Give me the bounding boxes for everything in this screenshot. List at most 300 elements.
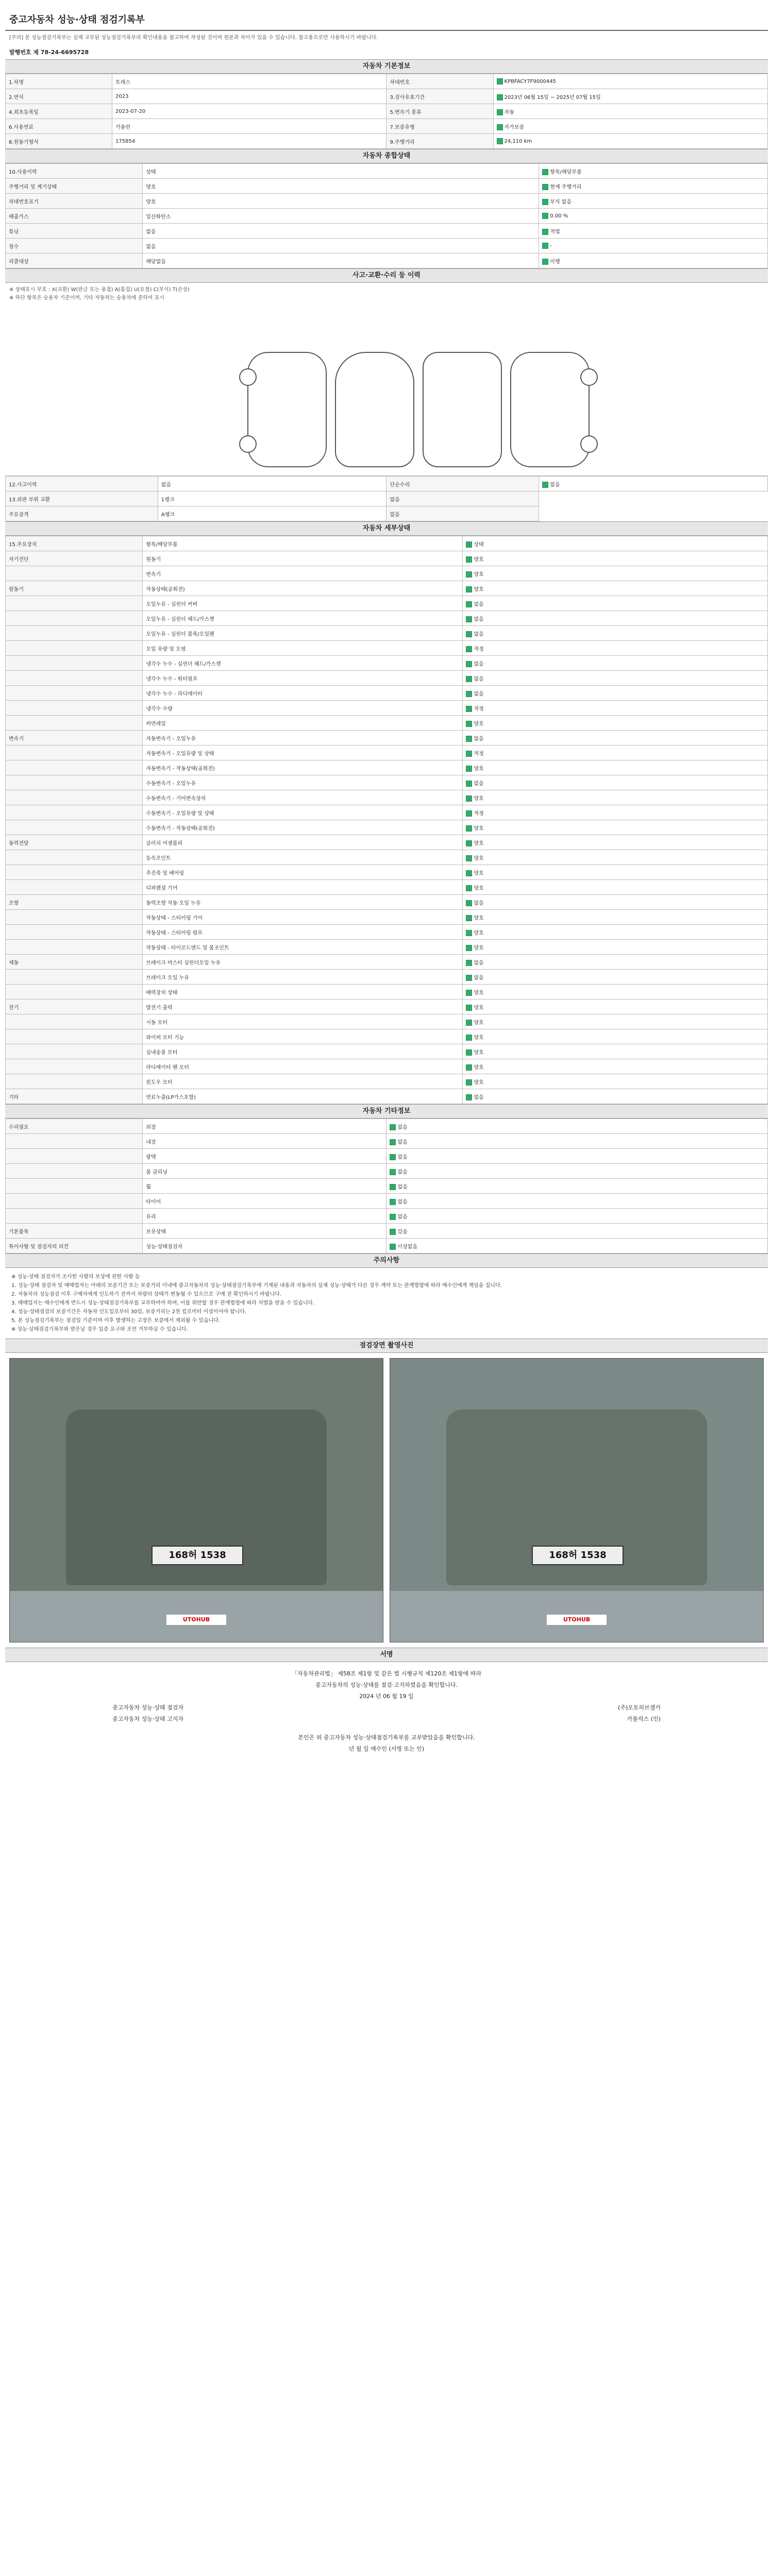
device-state bbox=[463, 611, 768, 626]
table-row bbox=[6, 1074, 768, 1089]
cell-text: 4.최초등록일 bbox=[9, 109, 39, 115]
note-item: 1. 성능·상태 점검자 및 매매업자는 아래의 보증기간 또는 보증거리 이내에 중고자동차의 성능·상태점검기록부에 기재된 내용과 자동차의 실제 성능·상태가 다른 경우 계약 또는 관계법령에 따라 매수인에게 책임을 집니다. bbox=[11, 1283, 502, 1289]
table-row bbox=[6, 1089, 768, 1104]
cell-text: 없음 bbox=[474, 781, 484, 787]
table-row bbox=[6, 194, 768, 209]
table-row bbox=[6, 745, 768, 760]
etc-group bbox=[6, 1224, 143, 1239]
table-row bbox=[6, 104, 768, 119]
table-row bbox=[6, 790, 768, 805]
device-item bbox=[143, 925, 463, 940]
item-part bbox=[539, 253, 768, 268]
etc-state bbox=[386, 1239, 768, 1253]
table-row bbox=[6, 775, 768, 790]
etc-state bbox=[386, 1164, 768, 1179]
cell-text: 양호 bbox=[474, 556, 484, 563]
etc-group bbox=[6, 1119, 143, 1134]
table-row bbox=[6, 506, 768, 521]
device-item bbox=[143, 671, 463, 686]
car-diagram bbox=[5, 306, 768, 476]
item-label bbox=[6, 253, 143, 268]
item-part bbox=[539, 194, 768, 209]
item-label bbox=[6, 164, 143, 179]
table-row bbox=[6, 731, 768, 745]
item-part bbox=[539, 239, 768, 253]
device-state bbox=[463, 760, 768, 775]
table-row bbox=[6, 164, 768, 179]
cell-text: 양호 bbox=[474, 915, 484, 921]
cell-text: 2023-07-20 bbox=[115, 108, 146, 114]
cell-text: 변속기 bbox=[146, 571, 161, 578]
cell-text: 없음 bbox=[550, 482, 560, 488]
cell-text: 기본품목 bbox=[9, 1229, 29, 1235]
cell-text: 클러치 어셈블리 bbox=[146, 840, 183, 846]
checkbox-icon bbox=[390, 1124, 396, 1130]
damage-label bbox=[386, 477, 539, 492]
seller-row bbox=[9, 1714, 764, 1725]
device-group bbox=[6, 1029, 143, 1044]
cell-text: 있음 bbox=[397, 1229, 408, 1235]
cell-text: 6.사용연료 bbox=[9, 124, 34, 130]
overall-table bbox=[5, 163, 768, 268]
cell-text: 변속기 bbox=[9, 736, 24, 742]
checkbox-icon bbox=[390, 1184, 396, 1190]
cell-text: 자기진단 bbox=[9, 556, 29, 563]
cell-text: 8.원동기형식 bbox=[9, 139, 39, 145]
device-item bbox=[143, 686, 463, 701]
checkbox-icon bbox=[466, 661, 472, 667]
etc-item bbox=[143, 1164, 386, 1179]
cell-text: 내장 bbox=[146, 1139, 156, 1145]
table-row bbox=[6, 895, 768, 910]
device-item bbox=[143, 940, 463, 955]
device-group bbox=[6, 731, 143, 745]
device-item bbox=[143, 895, 463, 910]
cell-text: 냉각수 누수 - 실린더 헤드/가스켓 bbox=[146, 661, 221, 667]
table-row bbox=[6, 1014, 768, 1029]
table-row bbox=[6, 1209, 768, 1224]
table-row bbox=[6, 551, 768, 566]
cell-text: 15.주요장치 bbox=[9, 541, 37, 548]
field-value bbox=[112, 134, 386, 149]
title-bar bbox=[5, 0, 768, 31]
checkbox-icon bbox=[390, 1139, 396, 1145]
device-group bbox=[6, 895, 143, 910]
damage-value bbox=[158, 477, 386, 492]
etc-group bbox=[6, 1179, 143, 1194]
cell-text: 오일누유 - 실린더 헤드/가스켓 bbox=[146, 616, 214, 622]
cell-text: 룸 클리닝 bbox=[146, 1169, 168, 1175]
item-state bbox=[143, 239, 539, 253]
cell-text: 10.사용이력 bbox=[9, 169, 37, 175]
device-state bbox=[463, 775, 768, 790]
rear-photo bbox=[390, 1358, 764, 1642]
wheel-icon bbox=[239, 435, 257, 453]
device-item bbox=[143, 656, 463, 671]
device-state bbox=[463, 805, 768, 820]
checkbox-icon bbox=[542, 184, 548, 190]
car-bottom bbox=[423, 352, 502, 467]
device-group bbox=[6, 999, 143, 1014]
device-group bbox=[6, 805, 143, 820]
cell-text: 냉각수 수량 bbox=[146, 706, 173, 712]
item-label bbox=[6, 209, 143, 224]
cell-text: 동력전달 bbox=[9, 840, 29, 846]
damage-value bbox=[158, 492, 386, 506]
device-item bbox=[143, 1059, 463, 1074]
cell-text: 현재 주행거리 bbox=[550, 184, 582, 190]
item-state bbox=[143, 224, 539, 239]
device-group bbox=[6, 656, 143, 671]
cell-text: 양호 bbox=[474, 1020, 484, 1026]
item-state bbox=[143, 209, 539, 224]
cell-text: 적정 bbox=[474, 706, 484, 712]
cell-text: 수동변속기 - 작동상태(공회전) bbox=[146, 825, 215, 832]
etc-item bbox=[143, 1134, 386, 1149]
device-state bbox=[463, 880, 768, 895]
table-row bbox=[6, 1149, 768, 1164]
brand-mark-rear: UTOHUB bbox=[547, 1615, 607, 1625]
etc-state bbox=[386, 1119, 768, 1134]
table-row bbox=[6, 89, 768, 104]
table-row bbox=[6, 134, 768, 149]
cell-text: 적정 bbox=[474, 646, 484, 652]
device-group bbox=[6, 1044, 143, 1059]
device-state bbox=[463, 985, 768, 999]
device-item bbox=[143, 880, 463, 895]
etc-group bbox=[6, 1239, 143, 1253]
table-row bbox=[6, 536, 768, 551]
table-row bbox=[6, 596, 768, 611]
car-side-left bbox=[247, 352, 327, 467]
table-row bbox=[6, 1134, 768, 1149]
cell-text: 양호 bbox=[474, 1005, 484, 1011]
device-group bbox=[6, 701, 143, 716]
table-row bbox=[6, 611, 768, 626]
cell-text: 등속조인트 bbox=[146, 855, 171, 861]
device-state bbox=[463, 686, 768, 701]
checkbox-icon bbox=[466, 960, 472, 966]
checkbox-icon bbox=[466, 975, 472, 981]
cell-text: 수동변속기 - 오일유량 및 상태 bbox=[146, 810, 214, 817]
device-group bbox=[6, 551, 143, 566]
cell-text: 튜닝 bbox=[9, 229, 19, 235]
cell-text: 양호 bbox=[474, 586, 484, 592]
field-value bbox=[112, 104, 386, 119]
photo-row bbox=[5, 1353, 768, 1648]
cell-text: 없음 bbox=[474, 960, 484, 966]
checkbox-icon bbox=[466, 1064, 472, 1071]
etc-item bbox=[143, 1179, 386, 1194]
cell-text: 양호 bbox=[146, 184, 156, 190]
document-number: 발행번호 제 78-24-6695728 bbox=[9, 49, 89, 56]
cell-text: 작동상태 - 스티어링 기어 bbox=[146, 915, 203, 921]
cell-text: 양호 bbox=[474, 855, 484, 861]
legend-line-2: ※ 하단 항목은 승용차 기준이며, 기타 자동차는 승용차에 준하여 표시 bbox=[9, 295, 164, 301]
device-item bbox=[143, 566, 463, 581]
cell-text: 없음 bbox=[397, 1214, 408, 1220]
device-state bbox=[463, 641, 768, 656]
checkbox-icon bbox=[466, 571, 472, 578]
device-group bbox=[6, 970, 143, 985]
checkbox-icon bbox=[390, 1199, 396, 1205]
field-value bbox=[112, 119, 386, 134]
item-state bbox=[143, 179, 539, 194]
checkbox-icon bbox=[466, 676, 472, 682]
device-item bbox=[143, 850, 463, 865]
cell-text: 광택 bbox=[146, 1154, 156, 1160]
checkbox-icon bbox=[466, 885, 472, 891]
cell-text: 침수 bbox=[9, 244, 19, 250]
cell-text: 양호 bbox=[474, 1064, 484, 1071]
device-item bbox=[143, 1074, 463, 1089]
cell-text: 없음 bbox=[390, 497, 400, 503]
table-row bbox=[6, 119, 768, 134]
checkbox-icon bbox=[466, 721, 472, 727]
cell-text: 없음 bbox=[474, 736, 484, 742]
section-etc: 자동차 기타정보 bbox=[5, 1104, 768, 1118]
field-value bbox=[493, 74, 767, 89]
cell-text: A랭크 bbox=[161, 512, 175, 518]
checkbox-icon bbox=[466, 556, 472, 563]
note-item: 5. 본 성능점검기록부는 점검일 기준이며 이후 발생하는 고장은 보증에서 제외될 수 있습니다. bbox=[11, 1318, 221, 1324]
damage-label bbox=[6, 492, 158, 506]
device-item bbox=[143, 716, 463, 731]
item-part bbox=[539, 164, 768, 179]
device-state bbox=[463, 940, 768, 955]
sign-date: 2024 년 06 월 19 일 bbox=[359, 1693, 414, 1700]
cell-text: 배력장치 상태 bbox=[146, 990, 178, 996]
cell-text: 1.차명 bbox=[9, 79, 24, 86]
device-item bbox=[143, 760, 463, 775]
damage-legend bbox=[5, 283, 768, 306]
device-state bbox=[463, 626, 768, 641]
device-state bbox=[463, 671, 768, 686]
device-group bbox=[6, 626, 143, 641]
device-group bbox=[6, 611, 143, 626]
cell-text: 브레이크 마스터 실린더오일 누유 bbox=[146, 960, 221, 966]
seller-name: 카톨릭스 (인) bbox=[627, 1716, 661, 1722]
item-label bbox=[6, 179, 143, 194]
checkbox-icon bbox=[466, 945, 472, 951]
etc-item bbox=[143, 1194, 386, 1209]
device-item bbox=[143, 955, 463, 970]
field-label bbox=[386, 119, 493, 134]
damage-table bbox=[5, 476, 768, 521]
checkbox-icon bbox=[466, 1005, 472, 1011]
cell-text: 가솔린 bbox=[115, 124, 131, 130]
front-photo bbox=[9, 1358, 383, 1642]
cell-text: 추진축 및 베어링 bbox=[146, 870, 184, 876]
cell-text: 없음 bbox=[474, 691, 484, 697]
cell-text: 양호 bbox=[474, 870, 484, 876]
cell-text: 양호 bbox=[474, 825, 484, 832]
cell-text: 타이어 bbox=[146, 1199, 161, 1205]
cell-text: 없음 bbox=[397, 1139, 408, 1145]
device-group bbox=[6, 790, 143, 805]
cell-text: 주요골격 bbox=[9, 512, 29, 518]
item-part bbox=[539, 224, 768, 239]
table-row bbox=[6, 477, 768, 492]
device-group bbox=[6, 820, 143, 835]
cell-text: 보유상태 bbox=[146, 1229, 166, 1235]
table-row bbox=[6, 1059, 768, 1074]
device-state bbox=[463, 581, 768, 596]
cell-text: 특이사항 및 점검자의 의견 bbox=[9, 1244, 69, 1250]
etc-state bbox=[386, 1194, 768, 1209]
section-sign: 서명 bbox=[5, 1648, 768, 1662]
damage-label bbox=[386, 492, 539, 506]
table-row bbox=[6, 940, 768, 955]
device-state bbox=[463, 835, 768, 850]
cell-text: 냉각수 누수 - 라디에이터 bbox=[146, 691, 203, 697]
cell-text: 자가보증 bbox=[504, 124, 525, 130]
cell-text: 적정 bbox=[474, 810, 484, 817]
cell-text: 양호 bbox=[474, 1035, 484, 1041]
device-state bbox=[463, 925, 768, 940]
device-item bbox=[143, 1029, 463, 1044]
table-row bbox=[6, 985, 768, 999]
device-item bbox=[143, 835, 463, 850]
device-item bbox=[143, 581, 463, 596]
note-item: 2. 자동차의 성능점검 이후 구매자에게 인도하기 전까지 차량의 상태가 변동될 수 있으므로 구매 전 확인하시기 바랍니다. bbox=[11, 1292, 282, 1297]
cell-text: 없음 bbox=[397, 1184, 408, 1190]
checkbox-icon bbox=[466, 766, 472, 772]
cell-text: 배출가스 bbox=[9, 214, 29, 220]
cell-text: 양호 bbox=[474, 795, 484, 802]
table-row bbox=[6, 626, 768, 641]
table-row bbox=[6, 671, 768, 686]
table-row bbox=[6, 835, 768, 850]
cell-text: 13.외판 부위 교환 bbox=[9, 497, 51, 503]
cell-text: 조향 bbox=[9, 900, 19, 906]
cell-text: 동력조향 작동 오일 누유 bbox=[146, 900, 201, 906]
item-label bbox=[6, 194, 143, 209]
table-row bbox=[6, 1224, 768, 1239]
device-item bbox=[143, 626, 463, 641]
etc-state bbox=[386, 1149, 768, 1164]
cell-text: 와이퍼 모터 기능 bbox=[146, 1035, 184, 1041]
page-title: 중고자동차 성능·상태 점검기록부 bbox=[9, 14, 145, 25]
cell-text: 윈도우 모터 bbox=[146, 1079, 173, 1086]
checkbox-icon bbox=[542, 229, 548, 235]
etc-item bbox=[143, 1209, 386, 1224]
cell-text: 차대번호 bbox=[390, 79, 410, 86]
cell-text: 양호 bbox=[474, 840, 484, 846]
table-row bbox=[6, 581, 768, 596]
device-state bbox=[463, 895, 768, 910]
table-row bbox=[6, 1029, 768, 1044]
signature-block bbox=[5, 1662, 768, 1761]
cell-text: 기타 bbox=[9, 1094, 19, 1100]
checkbox-icon bbox=[466, 870, 472, 876]
device-item bbox=[143, 596, 463, 611]
etc-item bbox=[143, 1119, 386, 1134]
cell-text: 1랭크 bbox=[161, 497, 175, 503]
device-state bbox=[463, 1089, 768, 1104]
cell-text: 항목/해당부품 bbox=[146, 541, 178, 548]
note-item: ※ 성능·상태 점검자가 조사한 사항의 보상에 관한 사항 등 bbox=[11, 1274, 140, 1280]
table-row bbox=[6, 209, 768, 224]
section-photos: 점검장면 촬영사진 bbox=[5, 1338, 768, 1353]
notice-text: [주의] 본 성능점검기록부는 실제 교부된 성능점검기록부의 확인내용을 참고하여 작성된 것이며 원본과 차이가 있을 수 있습니다. 참고용으로만 사용하시기 바랍니다. bbox=[9, 35, 378, 41]
cell-text: 2023 bbox=[115, 93, 129, 99]
section-basic: 자동차 기본정보 bbox=[5, 59, 768, 74]
item-part bbox=[539, 209, 768, 224]
cell-text: 양호 bbox=[474, 571, 484, 578]
cell-text: 해당없음 bbox=[146, 259, 166, 265]
table-row bbox=[6, 820, 768, 835]
device-item bbox=[143, 970, 463, 985]
device-state bbox=[463, 656, 768, 671]
inspector-name: (주)오토허브셀카 bbox=[618, 1704, 661, 1711]
checkbox-icon bbox=[466, 646, 472, 652]
field-value bbox=[112, 74, 386, 89]
device-group bbox=[6, 775, 143, 790]
device-group bbox=[6, 940, 143, 955]
basic-info-table bbox=[5, 74, 768, 149]
device-state bbox=[463, 1074, 768, 1089]
checkbox-icon bbox=[466, 616, 472, 622]
table-row bbox=[6, 880, 768, 895]
device-item bbox=[143, 701, 463, 716]
cell-text: 양호 bbox=[474, 885, 484, 891]
cell-text: 없음 bbox=[474, 900, 484, 906]
checkbox-icon bbox=[466, 751, 472, 757]
etc-group bbox=[6, 1149, 143, 1164]
device-group bbox=[6, 641, 143, 656]
cell-text: 주행거리 및 계기상태 bbox=[9, 184, 57, 190]
table-row bbox=[6, 656, 768, 671]
cell-text: 0.00 % bbox=[550, 213, 568, 219]
cell-text: 이상없음 bbox=[397, 1244, 418, 1250]
note-item: ※ 성능·상태점검기록부와 받은날 경우 입증 요구와 조언 거부하실 수 있습니다. bbox=[11, 1327, 188, 1332]
checkbox-icon bbox=[466, 900, 472, 906]
table-row bbox=[6, 850, 768, 865]
device-item bbox=[143, 985, 463, 999]
cell-text: 원동기 bbox=[146, 556, 161, 563]
checkbox-icon bbox=[542, 199, 548, 205]
cell-text: 2023년 06월 15일 ~ 2025년 07월 15일 bbox=[504, 94, 601, 100]
device-item bbox=[143, 551, 463, 566]
cell-text: 양호 bbox=[474, 1079, 484, 1086]
device-item bbox=[143, 790, 463, 805]
cell-text: 수동변속기 - 오일누유 bbox=[146, 781, 196, 787]
etc-state bbox=[386, 1209, 768, 1224]
cell-text: 없음 bbox=[474, 631, 484, 637]
cell-text: 전기 bbox=[9, 1005, 19, 1011]
item-label bbox=[6, 239, 143, 253]
cell-text: 양호 bbox=[474, 930, 484, 936]
section-detail: 자동차 세부상태 bbox=[5, 521, 768, 536]
item-state bbox=[143, 253, 539, 268]
cell-text: 항목/해당부품 bbox=[550, 169, 582, 175]
cell-text: 자동 bbox=[504, 109, 514, 115]
etc-item bbox=[143, 1224, 386, 1239]
item-state bbox=[143, 164, 539, 179]
checkbox-icon bbox=[390, 1214, 396, 1220]
table-row bbox=[6, 865, 768, 880]
device-state bbox=[463, 536, 768, 551]
document bbox=[5, 0, 768, 1761]
cell-text: 토레스 bbox=[115, 79, 131, 86]
cell-text: 브레이크 오일 누유 bbox=[146, 975, 189, 981]
table-row bbox=[6, 1194, 768, 1209]
device-state bbox=[463, 970, 768, 985]
checkbox-icon bbox=[497, 124, 503, 130]
checkbox-icon bbox=[542, 243, 548, 249]
device-state bbox=[463, 551, 768, 566]
